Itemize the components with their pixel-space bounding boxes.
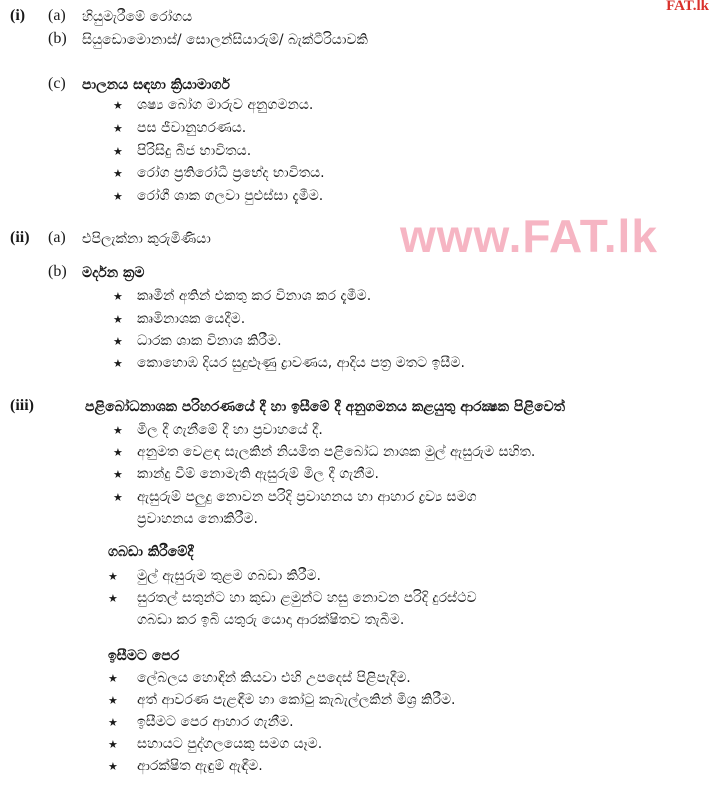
list-item: අත් ආවරණ පැළඳීම හා කෝටු කැබැල්ලකින් මිශ්‍ර කිරීම. bbox=[137, 692, 456, 708]
answer-text: සියුඩොමොනාස්/ සොලන්සියාරුම්/ බැක්ටීරියාවකි bbox=[82, 32, 368, 48]
bullet-star-icon: ★ bbox=[108, 672, 118, 685]
list-item: ශෂ්‍ය බෝග මාරුව අනුගමනය. bbox=[137, 97, 314, 113]
list-item: රෝගී ශාක ගලවා පුළුස්සා දැමීම. bbox=[137, 188, 324, 204]
subheading: පාලනය සඳහා ක්‍රියාමාර්ග bbox=[82, 77, 230, 93]
section-number: (iii) bbox=[10, 397, 34, 414]
bullet-star-icon: ★ bbox=[108, 592, 118, 605]
list-item: සහායට පුද්ගලයෙකු සමග යෑම. bbox=[137, 736, 323, 752]
bullet-star-icon: ★ bbox=[113, 335, 123, 348]
bullet-star-icon: ★ bbox=[113, 145, 123, 158]
list-item: කාන්දු වීම් නොමැති ඇසුරුම් මිල දී ගැනීම. bbox=[137, 466, 379, 482]
bullet-star-icon: ★ bbox=[113, 468, 123, 481]
list-item: රෝග ප්‍රතිරෝධී ප්‍රභේද භාවිතය. bbox=[137, 165, 325, 181]
list-item: ආරක්ෂිත ඇඳුම් ඇඳීම. bbox=[137, 758, 263, 774]
list-item: කොහොඹ දියර සුදුළූණු ද්‍රාවණය, ආදිය පත්‍ර මතට ඉසීම. bbox=[137, 355, 465, 371]
list-item: ගබඩා කර ඉබි යතුරු යොදා ආරක්ෂිතව තැබීම. bbox=[137, 612, 405, 628]
part-label: (a) bbox=[48, 7, 66, 24]
bullet-star-icon: ★ bbox=[113, 99, 123, 112]
bullet-star-icon: ★ bbox=[113, 122, 123, 135]
part-label: (b) bbox=[48, 263, 67, 280]
list-item: ඇසුරුම් පලුදු නොවන පරිදි ප්‍රවාහනය හා ආහාර ද්‍රව්‍ය සමග bbox=[137, 489, 477, 505]
section-number: (i) bbox=[10, 7, 26, 24]
list-item: ලේබලය හොඳින් කියවා එහි උපදෙස් පිළිපැදීම. bbox=[137, 670, 411, 686]
subheading: පළිබෝධනාශක පරිහරණයේ දී හා ඉසීමේ දී අනුගමනය කළයුතු ආරක්‍ෂක පිළිවෙත් bbox=[85, 399, 566, 415]
bullet-star-icon: ★ bbox=[113, 290, 123, 303]
part-label: (a) bbox=[48, 229, 66, 246]
part-label: (c) bbox=[48, 75, 66, 92]
bullet-star-icon: ★ bbox=[108, 694, 118, 707]
part-label: (b) bbox=[48, 30, 67, 47]
subheading: ගබඩා කිරීමේදී bbox=[108, 544, 194, 560]
list-item: කෘමිනාශක යෙදීම. bbox=[137, 311, 246, 327]
bullet-star-icon: ★ bbox=[108, 760, 118, 773]
list-item: කෘමීන් අතින් එකතු කර විනාශ කර දැමීම. bbox=[137, 288, 372, 304]
subheading: මර්දන ක්‍රම bbox=[82, 265, 145, 281]
list-item: ධාරක ශාක විනාශ කිරීම. bbox=[137, 333, 282, 349]
section-number: (ii) bbox=[10, 229, 30, 246]
list-item: මිල දී ගැනීමේ දී හා ප්‍රවාහයේ දී. bbox=[137, 422, 323, 438]
bullet-star-icon: ★ bbox=[113, 446, 123, 459]
list-item: ප්‍රවාහනය නොකිරීම. bbox=[137, 511, 258, 527]
bullet-star-icon: ★ bbox=[113, 313, 123, 326]
bullet-star-icon: ★ bbox=[108, 738, 118, 751]
bullet-star-icon: ★ bbox=[113, 167, 123, 180]
watermark: www.FAT.lk bbox=[400, 210, 658, 262]
bullet-star-icon: ★ bbox=[108, 716, 118, 729]
list-item: පිරිසිදු බීජ භාවිතය. bbox=[137, 143, 252, 159]
list-item: මුල් ඇසුරුම තුළම ගබඩා කිරීම. bbox=[137, 568, 321, 584]
bullet-star-icon: ★ bbox=[108, 570, 118, 583]
brand-logo: FAT.lk bbox=[666, 0, 709, 14]
list-item: පස ජීවානුහරණය. bbox=[137, 120, 247, 136]
bullet-star-icon: ★ bbox=[113, 491, 123, 504]
bullet-star-icon: ★ bbox=[113, 424, 123, 437]
subheading: ඉසීමට පෙර bbox=[108, 648, 180, 664]
list-item: සුරතල් සතුන්ට හා කුඩා ළමුන්ට හසු නොවන පරිදි දුරස්ථව bbox=[137, 590, 477, 606]
answer-text: එපිලැක්නා කුරුමිණියා bbox=[82, 231, 211, 247]
list-item: ඉසීමට පෙර ආහාර ගැනීම. bbox=[137, 714, 294, 730]
bullet-star-icon: ★ bbox=[113, 357, 123, 370]
answer-text: හියුමැරීමේ රෝගය bbox=[82, 9, 193, 25]
bullet-star-icon: ★ bbox=[113, 190, 123, 203]
list-item: අනුමත වෙළඳ සැලකින් නියමිත පළිබෝධ නාශක මුල් ඇසුරුම සහිත. bbox=[137, 444, 536, 460]
